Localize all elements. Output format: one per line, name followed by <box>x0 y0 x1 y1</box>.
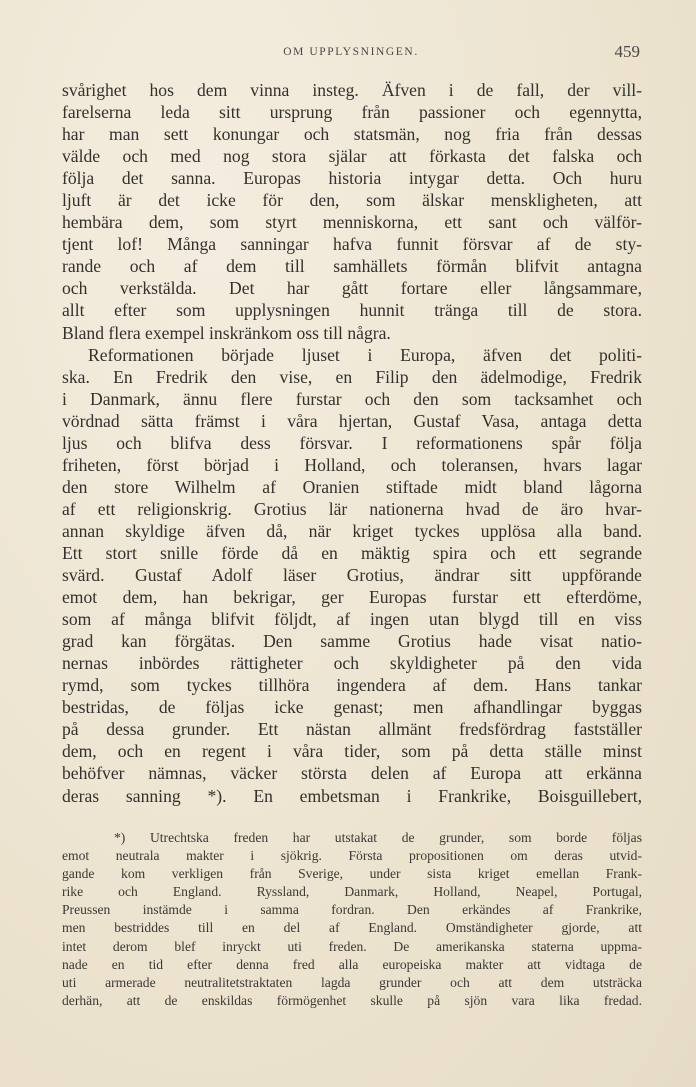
text-line: följa det sanna. Europas historia intygar detta. Och huru <box>62 168 642 189</box>
footnote-line: *) Utrechtska freden har utstakat de grunder, som borde följas <box>114 830 642 845</box>
footnote-line: rike och England. Ryssland, Danmark, Holland, Neapel, Portugal, <box>62 884 642 900</box>
text-line: tjent lof! Många sanningar hafva funnit försvar af de sty- <box>62 234 642 255</box>
text-line: svårighet hos dem vinna insteg. Äfven i de fall, der vill- <box>62 80 642 100</box>
footnote-line: emot neutrala makter i sjökrig. Första propositionen om deras utvid- <box>62 848 642 864</box>
text-line: behöfver nämnas, väcker största delen af Europa att erkänna <box>62 763 642 784</box>
text-line: den store Wilhelm af Oranien stiftade midt bland lågorna <box>62 476 642 497</box>
text-line: ljuft är det icke för den, som älskar menskligheten, att <box>62 190 642 211</box>
text-line: allt efter som upplysningen hunnit tränga till de stora. <box>62 300 642 321</box>
text-line: nernas inbördes rättigheter och skyldigheter på den vida <box>62 653 642 674</box>
running-title: OM UPPLYSNINGEN. <box>283 46 419 58</box>
text-line: deras sanning *). En embetsman i Frankrike, Boisguillebert, <box>62 785 642 806</box>
footnote-line: intet derom blef inryckt uti freden. De amerikanska staterna uppma- <box>62 938 642 954</box>
text-line: i Danmark, ännu flere furstar och den som tacksamhet och <box>62 388 642 409</box>
text-line: emot dem, han bekrigar, ger Europas furstar ett efterdöme, <box>62 587 642 608</box>
footnotes <box>62 829 642 1010</box>
text-line: farelserna leda sitt ursprung från passioner och egennytta, <box>62 102 642 123</box>
footnote-line: gande kom verkligen från Sverige, under sista kriget emellan Frank- <box>62 866 642 882</box>
footnote-line: men bestriddes till en del af England. Omständigheter gjorde, att <box>62 920 642 936</box>
footnote-line: derhän, att de enskildas förmögenhet skulle på sjön vara lika fredad. <box>62 992 642 1008</box>
text-line: välde och med nog stora själar att förkasta det falska och <box>62 146 642 167</box>
text-line: som af många blifvit följdt, af ingen utan blygd till en viss <box>62 609 642 630</box>
text-line: rymd, som tyckes tillhöra ingendera af dem. Hans tankar <box>62 675 642 696</box>
body-text <box>62 79 642 807</box>
text-line: Reformationen började ljuset i Europa, äfven det politi- <box>88 344 642 365</box>
text-line: af ett religionskrig. Grotius lär nationerna hvad de äro hvar- <box>62 498 642 519</box>
text-line: ljus och blifva dess försvar. I reformationens spår följa <box>62 432 642 453</box>
text-line: rande och af dem till samhällets förmån blifvit antagna <box>62 256 642 277</box>
footnote-line: Preussen instämde i samma fordran. Den erkändes af Frankrike, <box>62 902 642 918</box>
text-line: Bland flera exempel inskränkom oss till några. <box>62 322 391 343</box>
footnote-line: nade en tid efter denna fred alla europeiska makter att vidtaga de <box>62 956 642 972</box>
footnote-line: uti armerade neutralitetstraktaten lagda grunder och att dem utsträcka <box>62 974 642 990</box>
text-line: friheten, först börjad i Holland, och toleransen, hvars lagar <box>62 454 642 475</box>
text-line: på dessa grunder. Ett nästan allmänt fredsfördrag fastställer <box>62 719 642 740</box>
text-line: dem, och en regent i våra tider, som på detta ställe minst <box>62 741 642 762</box>
text-line: hembära dem, som styrt menniskorna, ett sant och välför- <box>62 212 642 233</box>
text-line: svärd. Gustaf Adolf läser Grotius, ändrar sitt uppförande <box>62 565 642 586</box>
running-head <box>62 40 640 62</box>
text-line: ska. En Fredrik den vise, en Filip den ädelmodige, Fredrik <box>62 366 642 387</box>
text-line: vördnad sätta främst i våra hjertan, Gustaf Vasa, antaga detta <box>62 410 642 431</box>
text-line: har man sett konungar och statsmän, nog fria från dessas <box>62 124 642 145</box>
page-number: 459 <box>614 42 640 61</box>
text-line: och verkstälda. Det har gått fortare eller långsammare, <box>62 278 642 299</box>
text-line: bestridas, de följas icke genast; men afhandlingar byggas <box>62 697 642 718</box>
text-line: grad kan förgätas. Den samme Grotius hade visat natio- <box>62 631 642 652</box>
text-line: annan skyldige äfven då, när kriget tyckes upplösa alla band. <box>62 520 642 541</box>
text-line: Ett stort snille förde då en mäktig spira och ett segrande <box>62 542 642 563</box>
